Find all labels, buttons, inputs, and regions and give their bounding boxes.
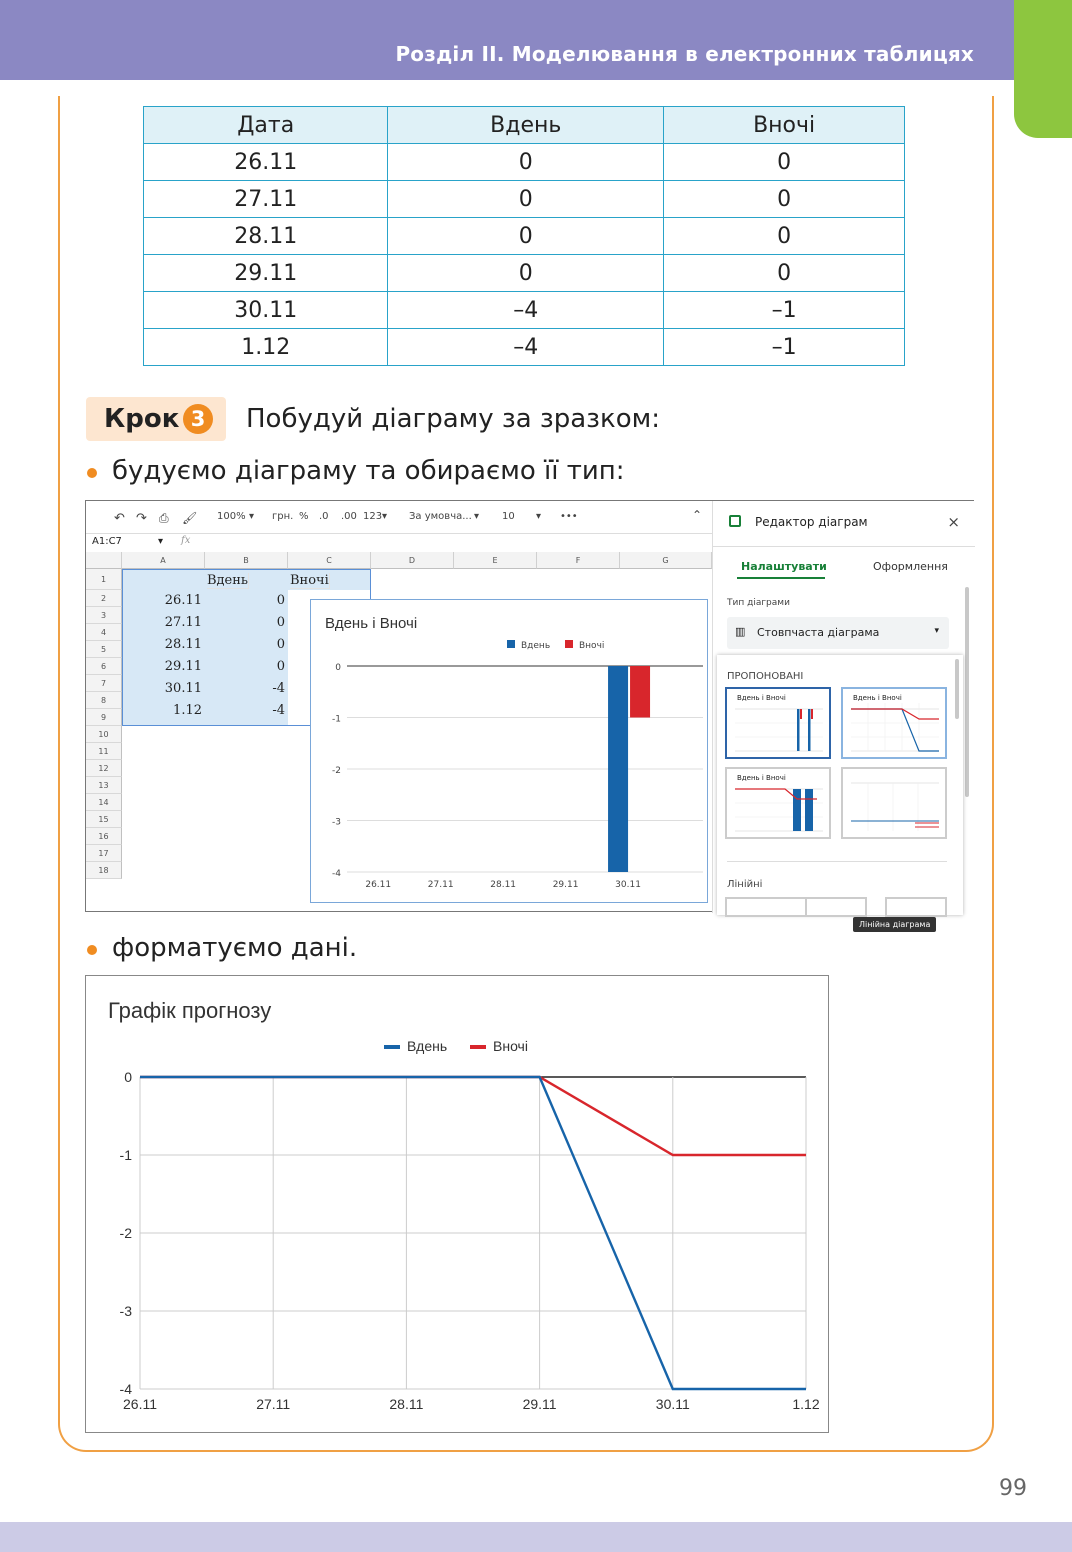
chart-type-tooltip: Лінійна діаграма bbox=[853, 917, 936, 932]
table-cell: 0 bbox=[664, 255, 905, 292]
table-row bbox=[144, 144, 905, 181]
legend-swatch-day bbox=[507, 640, 515, 648]
col-header[interactable]: B bbox=[205, 552, 288, 569]
table-cell: 0 bbox=[388, 181, 664, 218]
forecast-table bbox=[143, 106, 905, 366]
thumb-title: Вдень і Вночі bbox=[737, 694, 786, 702]
suggested-label: ПРОПОНОВАНІ bbox=[727, 671, 804, 682]
row-header[interactable]: 3 bbox=[86, 607, 122, 624]
table-cell: 26.11 bbox=[144, 144, 388, 181]
step-number: 3 bbox=[183, 404, 213, 434]
table-cell: 1.12 bbox=[144, 329, 388, 366]
forecast-line-chart bbox=[85, 975, 829, 1433]
line-chart-svg bbox=[86, 976, 828, 1432]
x-tick-label: 26.11 bbox=[365, 880, 392, 890]
zoom-select[interactable]: 100% bbox=[217, 511, 246, 522]
x-tick-label: 29.11 bbox=[522, 1396, 557, 1412]
legend-label-night: Вночі bbox=[579, 641, 605, 651]
row-header[interactable]: 14 bbox=[86, 794, 122, 811]
row-header[interactable]: 13 bbox=[86, 777, 122, 794]
row-header[interactable]: 15 bbox=[86, 811, 122, 828]
chart-type-select[interactable] bbox=[727, 617, 949, 649]
editor-scrollbar[interactable] bbox=[965, 587, 969, 797]
cell-date[interactable]: 29.11 bbox=[164, 659, 202, 674]
cell-day[interactable]: -4 bbox=[272, 703, 285, 718]
chart-suggestions-dropdown bbox=[717, 655, 963, 929]
percent-button[interactable]: % bbox=[299, 511, 309, 522]
more-icon[interactable]: ••• bbox=[560, 511, 578, 522]
chapter-title: Розділ ІІ. Моделювання в електронних таблицях bbox=[395, 42, 974, 66]
line-charts-label: Лінійні bbox=[727, 879, 763, 890]
thumb-stepped-graphic bbox=[843, 769, 945, 837]
combo-line-option[interactable] bbox=[885, 897, 947, 917]
y-tick-label: -4 bbox=[119, 1381, 132, 1397]
page-number: 99 bbox=[999, 1476, 1027, 1501]
bar-night bbox=[630, 666, 650, 718]
close-icon[interactable]: × bbox=[947, 513, 960, 531]
y-tick-label: 0 bbox=[124, 1069, 132, 1085]
cell-date[interactable]: 1.12 bbox=[173, 703, 202, 718]
series-line-night bbox=[140, 1077, 806, 1155]
x-tick-label: 28.11 bbox=[389, 1396, 424, 1412]
suggested-combo-chart-thumb[interactable] bbox=[725, 767, 831, 839]
cell-date[interactable]: 28.11 bbox=[164, 637, 202, 652]
col-header[interactable]: D bbox=[371, 552, 454, 569]
number-format-button[interactable]: 123 bbox=[363, 511, 383, 522]
y-tick-label: -3 bbox=[332, 817, 341, 828]
cell-day[interactable]: 0 bbox=[276, 637, 285, 652]
y-tick-label: -2 bbox=[119, 1225, 132, 1241]
row-header[interactable]: 12 bbox=[86, 760, 122, 777]
cell-date[interactable]: 26.11 bbox=[164, 593, 202, 608]
embedded-chart-svg bbox=[311, 600, 709, 904]
legend-label-day: Вдень bbox=[407, 1038, 448, 1054]
table-cell: 0 bbox=[664, 181, 905, 218]
row-header[interactable]: 9 bbox=[86, 709, 122, 726]
chart-type-label: Тип діаграми bbox=[727, 598, 790, 608]
x-tick-label: 27.11 bbox=[427, 880, 454, 890]
x-tick-label: 26.11 bbox=[123, 1396, 157, 1412]
tab-design[interactable]: Оформлення bbox=[873, 560, 948, 573]
table-cell: 27.11 bbox=[144, 181, 388, 218]
paint-format-icon[interactable]: 🖌 bbox=[182, 511, 198, 525]
bar-chart-icon: ▥ bbox=[735, 625, 746, 638]
thumb-title: Вдень і Вночі bbox=[853, 694, 902, 702]
table-cell: 0 bbox=[388, 218, 664, 255]
x-tick-label: 29.11 bbox=[552, 880, 579, 890]
cell-day[interactable]: 0 bbox=[276, 593, 285, 608]
row-header[interactable]: 11 bbox=[86, 743, 122, 760]
x-tick-label: 30.11 bbox=[655, 1396, 690, 1412]
col-day-header: Вдень bbox=[388, 107, 664, 144]
y-tick-label: -1 bbox=[332, 714, 341, 725]
x-tick-label: 28.11 bbox=[490, 880, 517, 890]
thumb-line-graphic bbox=[843, 689, 945, 757]
header-band bbox=[0, 0, 1040, 80]
table-cell: 0 bbox=[388, 144, 664, 181]
cell-date[interactable]: 27.11 bbox=[164, 615, 202, 630]
chart-editor-icon bbox=[729, 515, 741, 527]
bullet-dot bbox=[87, 945, 97, 955]
thumb-bar-graphic bbox=[727, 689, 829, 757]
fx-icon: fx bbox=[181, 535, 191, 546]
table-cell: –1 bbox=[664, 329, 905, 366]
legend-label-night: Вночі bbox=[493, 1038, 528, 1054]
row-header[interactable]: 6 bbox=[86, 658, 122, 675]
x-tick-label: 1.12 bbox=[792, 1396, 820, 1412]
suggested-line-chart-thumb[interactable] bbox=[841, 687, 947, 759]
table-cell: –4 bbox=[388, 329, 664, 366]
table-cell: 0 bbox=[664, 218, 905, 255]
row-header[interactable]: 18 bbox=[86, 862, 122, 879]
undo-icon[interactable]: ↶ bbox=[114, 511, 125, 526]
table-row bbox=[144, 255, 905, 292]
row-header[interactable]: 1 bbox=[86, 569, 122, 590]
spreadsheet-toolbar bbox=[86, 501, 712, 533]
chart-editor-panel bbox=[712, 501, 974, 929]
table-row bbox=[144, 218, 905, 255]
bar-day bbox=[608, 666, 628, 872]
chart-title: Графік прогнозу bbox=[108, 998, 272, 1023]
suggested-stepped-chart-thumb[interactable] bbox=[841, 767, 947, 839]
cell-b1[interactable]: Вдень bbox=[207, 573, 248, 588]
currency-button[interactable]: грн. bbox=[272, 511, 294, 522]
tab-setup[interactable]: Налаштувати bbox=[741, 560, 827, 573]
collapse-icon[interactable]: ⌃ bbox=[692, 508, 703, 522]
cell-day[interactable]: -4 bbox=[272, 681, 285, 696]
chevron-down-icon: ▾ bbox=[474, 511, 480, 522]
table-header-row bbox=[144, 107, 905, 144]
spreadsheet-screenshot bbox=[85, 500, 974, 929]
row-header[interactable]: 4 bbox=[86, 624, 122, 641]
formula-bar bbox=[86, 533, 712, 553]
y-tick-label: -3 bbox=[119, 1303, 132, 1319]
cell-date[interactable]: 30.11 bbox=[164, 681, 202, 696]
thumb-title: Вдень і Вночі bbox=[737, 774, 786, 782]
row-header[interactable]: 7 bbox=[86, 675, 122, 692]
row-header[interactable]: 8 bbox=[86, 692, 122, 709]
divider bbox=[727, 861, 947, 862]
cell-day[interactable]: 0 bbox=[276, 615, 285, 630]
y-tick-label: -2 bbox=[332, 766, 341, 776]
redo-icon[interactable]: ↷ bbox=[136, 511, 147, 526]
row-header[interactable]: 17 bbox=[86, 845, 122, 862]
table-cell: 0 bbox=[388, 255, 664, 292]
y-tick-label: 0 bbox=[335, 663, 341, 673]
divider bbox=[713, 546, 975, 547]
table-row bbox=[144, 292, 905, 329]
chart-type-value: Стовпчаста діаграма bbox=[757, 626, 880, 639]
table-cell: 29.11 bbox=[144, 255, 388, 292]
table-cell: 28.11 bbox=[144, 218, 388, 255]
table-row bbox=[144, 181, 905, 218]
suggested-bar-chart-thumb[interactable] bbox=[725, 687, 831, 759]
x-tick-label: 27.11 bbox=[256, 1396, 291, 1412]
step-label: Крок bbox=[104, 404, 180, 434]
embedded-chart-title: Вдень і Вночі bbox=[325, 615, 418, 632]
y-tick-label: -1 bbox=[119, 1147, 132, 1163]
footer-band bbox=[0, 1522, 1072, 1552]
thumb-combo-graphic bbox=[727, 769, 829, 837]
table-cell: 0 bbox=[664, 144, 905, 181]
col-header[interactable]: G bbox=[620, 552, 712, 569]
row-header[interactable]: 10 bbox=[86, 726, 122, 743]
font-size-select[interactable]: 10 bbox=[502, 511, 515, 522]
bullet-text: форматуємо дані. bbox=[112, 933, 358, 963]
table-cell: –4 bbox=[388, 292, 664, 329]
col-header[interactable]: A bbox=[122, 552, 205, 569]
col-date-header: Дата bbox=[144, 107, 388, 144]
increase-decimal-button[interactable]: .00 bbox=[341, 511, 357, 522]
row-header[interactable]: 5 bbox=[86, 641, 122, 658]
editor-title: Редактор діаграм bbox=[755, 515, 868, 529]
decrease-decimal-button[interactable]: .0 bbox=[319, 511, 329, 522]
chevron-down-icon: ▾ bbox=[249, 511, 255, 522]
col-header[interactable]: C bbox=[288, 552, 371, 569]
chapter-tab bbox=[1014, 0, 1072, 138]
chevron-down-icon: ▾ bbox=[536, 511, 542, 522]
table-cell: 30.11 bbox=[144, 292, 388, 329]
legend-label-day: Вдень bbox=[521, 641, 551, 651]
dropdown-scrollbar[interactable] bbox=[955, 659, 959, 719]
embedded-bar-chart[interactable] bbox=[310, 599, 708, 903]
table-cell: –1 bbox=[664, 292, 905, 329]
smooth-line-option[interactable] bbox=[805, 897, 867, 917]
name-box[interactable]: A1:C7 bbox=[92, 536, 122, 547]
row-header[interactable]: 2 bbox=[86, 590, 122, 607]
y-tick-label: -4 bbox=[332, 869, 341, 879]
legend-swatch-night bbox=[565, 640, 573, 648]
step-instruction: Побудуй діаграму за зразком: bbox=[246, 404, 660, 434]
col-night-header: Вночі bbox=[664, 107, 905, 144]
cell-day[interactable]: 0 bbox=[276, 659, 285, 674]
print-icon[interactable]: ⎙ bbox=[159, 511, 169, 525]
col-header[interactable]: E bbox=[454, 552, 537, 569]
x-tick-label: 30.11 bbox=[615, 880, 641, 890]
bullet-text: будуємо діаграму та обираємо її тип: bbox=[112, 456, 625, 486]
chevron-down-icon: ▾ bbox=[158, 536, 164, 547]
cell-c1[interactable]: Вночі bbox=[290, 573, 329, 588]
chevron-down-icon: ▾ bbox=[382, 511, 388, 522]
corner-cell bbox=[86, 552, 122, 569]
chevron-down-icon: ▾ bbox=[934, 626, 939, 636]
font-select[interactable]: За умовча... bbox=[409, 511, 472, 522]
bullet-dot bbox=[87, 468, 97, 478]
row-header[interactable]: 16 bbox=[86, 828, 122, 845]
table-row bbox=[144, 329, 905, 366]
col-header[interactable]: F bbox=[537, 552, 620, 569]
active-tab-indicator bbox=[737, 577, 825, 579]
